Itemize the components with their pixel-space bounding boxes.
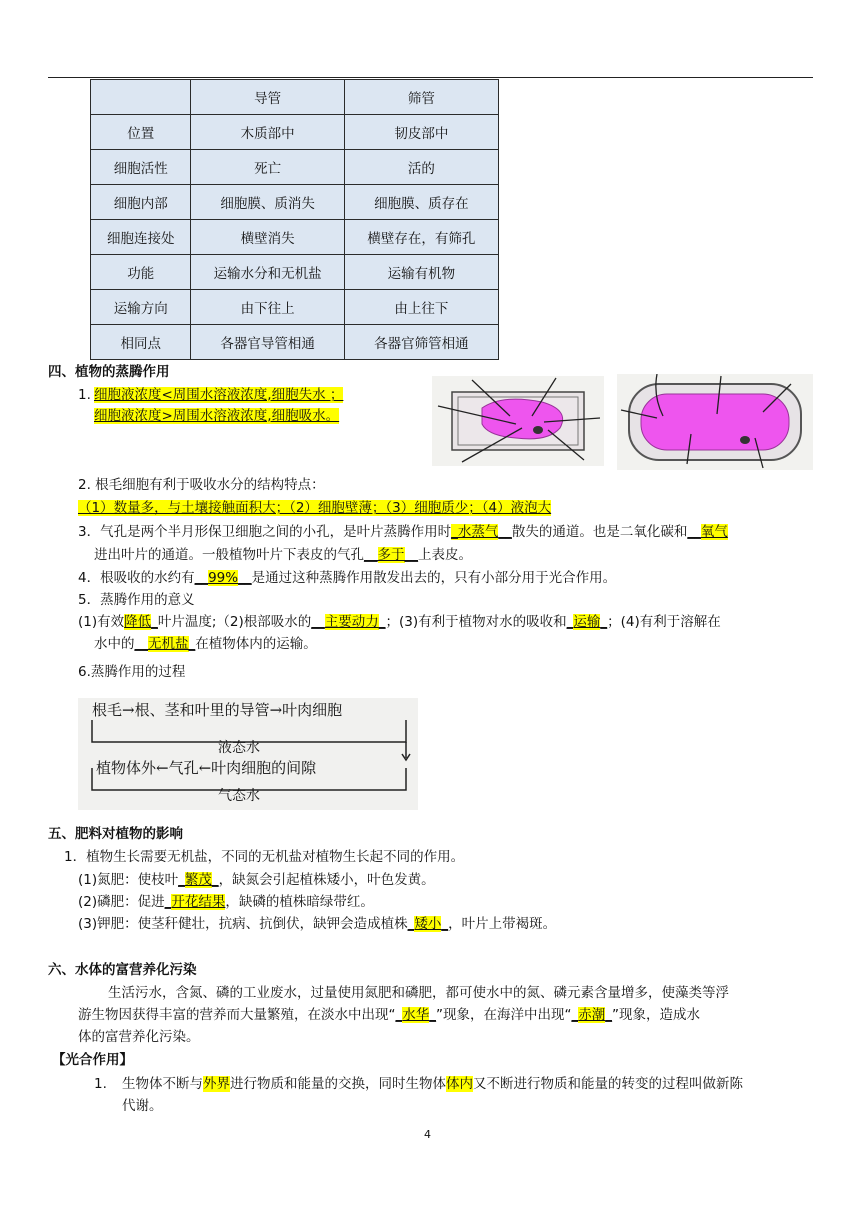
answer-highlight: （1）数量多，与土壤接触面积大；（2）细胞壁薄；（3）细胞质少；（4）液泡大 (78, 500, 552, 516)
answer-highlight: 赤潮 (578, 1007, 606, 1023)
answer-highlight: 降低 (124, 614, 152, 630)
section-5-item-1: 1．植物生长需要无机盐，不同的无机盐对植物生长起不同的作用。 (64, 849, 465, 865)
item-6-text: 6.蒸腾作用的过程 (78, 664, 186, 680)
answer-highlight: 水华 (402, 1007, 430, 1023)
table-cell: 由下往上 (191, 290, 344, 325)
nitrogen-line: (1)氮肥：使枝叶_繁茂_，缺氮会引起植株矮小，叶色发黄。 (78, 872, 435, 888)
page-number: 4 (424, 1128, 431, 1141)
answer-highlight: 细胞液浓度<周围水溶液浓度,细胞失水 ； (94, 387, 344, 403)
answer-highlight: 开花结果 (171, 894, 226, 910)
table-cell: 由上往下 (344, 290, 498, 325)
table-cell: 细胞膜、质存在 (344, 185, 498, 220)
answer-highlight: 氧气 (700, 524, 728, 540)
table-cell: 韧皮部中 (344, 115, 498, 150)
answer-highlight: 繁茂 (184, 872, 212, 888)
xylem-phloem-table (90, 79, 499, 360)
cell-losing-water-illustration (432, 376, 604, 466)
table-cell: 筛管 (344, 80, 498, 115)
table-cell: 功能 (91, 255, 191, 290)
answer-highlight: 多于 (377, 547, 405, 563)
item-1-line-2 (94, 406, 339, 426)
flow-liquid-water-label: 液态水 (218, 740, 260, 756)
table-cell: 细胞膜、质消失 (191, 185, 344, 220)
table-cell: 相同点 (91, 325, 191, 360)
table-row (91, 115, 499, 150)
answer-highlight: 体内 (446, 1076, 473, 1092)
photosynthesis-item-line-1: 生物体不断与外界进行物质和能量的交换，同时生物体体内又不断进行物质和能量的转变的过程叫做新陈 (122, 1076, 743, 1092)
flow-top-row: 根毛→根、茎和叶里的导管→叶肉细胞 (92, 701, 343, 719)
answer-highlight: _水蒸气 (451, 524, 499, 540)
table-cell: 死亡 (191, 150, 344, 185)
flow-water-vapor-label: 气态水 (218, 788, 260, 804)
item-1-number: 1. (78, 387, 91, 403)
answer-highlight: 细胞液浓度>周围水溶液浓度,细胞吸水。 (94, 408, 340, 424)
item-2-answer (78, 498, 551, 518)
table-cell: 木质部中 (191, 115, 344, 150)
item-4-text: 4．根吸收的水约有__99%__是通过这种蒸腾作用散发出去的，只有小部分用于光合作用。 (78, 570, 617, 586)
item-1-line-1 (94, 385, 343, 405)
section-6-paragraph-line-2: 游生物因获得丰富的营养而大量繁殖，在淡水中出现“_水华_”现象，在海洋中出现“_赤潮_”现象，造成水 (78, 1007, 700, 1023)
table-cell: 活的 (344, 150, 498, 185)
table-cell: 横壁存在，有筛孔 (344, 220, 498, 255)
table-row (91, 255, 499, 290)
potassium-line: (3)钾肥：使茎秆健壮，抗病、抗倒伏，缺钾会造成植株_矮小_，叶片上带褐斑。 (78, 916, 557, 932)
table-cell: 细胞内部 (91, 185, 191, 220)
item-5-line-2: 水中的__无机盐_在植物体内的运输。 (94, 636, 317, 652)
item-5-text: 5．蒸腾作用的意义 (78, 592, 195, 608)
table-cell: 运输有机物 (344, 255, 498, 290)
header-rule (48, 77, 813, 78)
phosphorus-line: (2)磷肥：促进_开花结果，缺磷的植株暗绿带红。 (78, 894, 374, 910)
answer-highlight: 运输 (573, 614, 601, 630)
table-row (91, 325, 499, 360)
table-cell: 各器官导管相通 (191, 325, 344, 360)
section-5-title: 五、肥料对植物的影响 (48, 826, 183, 842)
section-6-paragraph-line-3: 体的富营养化污染。 (78, 1029, 200, 1045)
table-cell: 细胞活性 (91, 150, 191, 185)
table-row (91, 290, 499, 325)
item-5-line-1: (1)有效降低_叶片温度;（2)根部吸水的__主要动力_；(3)有利于植物对水的吸收和_运输_；(4)有利于溶解在 (78, 614, 721, 630)
table-row (91, 185, 499, 220)
answer-highlight: 外界 (203, 1076, 230, 1092)
table-cell: 运输水分和无机盐 (191, 255, 344, 290)
table-cell: 细胞连接处 (91, 220, 191, 255)
cell-absorbing-water-illustration (617, 374, 813, 470)
answer-highlight: 99% (208, 570, 239, 586)
item-2-text: 2. 根毛细胞有利于吸收水分的结构特点： (78, 477, 325, 493)
transpiration-flow-diagram (78, 698, 418, 810)
answer-highlight: 无机盐 (148, 636, 189, 652)
table-cell: 运输方向 (91, 290, 191, 325)
table-header-row (91, 80, 499, 115)
section-6-paragraph-line-1: 生活污水，含氮、磷的工业废水，过量使用氮肥和磷肥，都可使水中的氮、磷元素含量增多，使藻类等浮 (108, 985, 729, 1001)
item-3-line-2: 进出叶片的通道。一般植物叶片下表皮的气孔__多于__上表皮。 (94, 547, 472, 563)
photosynthesis-item-number: 1. (94, 1076, 107, 1092)
answer-highlight: 矮小 (414, 916, 442, 932)
section-4-title: 四、植物的蒸腾作用 (48, 364, 170, 380)
table-row (91, 150, 499, 185)
item-3-line-1: 3．气孔是两个半月形保卫细胞之间的小孔，是叶片蒸腾作用时_水蒸气__散失的通道。也是二氧化碳和__氧气 (78, 524, 728, 540)
flow-bottom-row: 植物体外←气孔←叶肉细胞的间隙 (96, 759, 317, 777)
table-cell: 导管 (191, 80, 344, 115)
answer-highlight: 主要动力 (324, 614, 379, 630)
table-cell (91, 80, 191, 115)
section-6-title: 六、水体的富营养化污染 (48, 962, 197, 978)
table-cell: 横壁消失 (191, 220, 344, 255)
table-cell: 各器官筛管相通 (344, 325, 498, 360)
table-row (91, 220, 499, 255)
photosynthesis-item-line-2: 代谢。 (122, 1098, 163, 1114)
photosynthesis-title: 【光合作用】 (52, 1052, 133, 1068)
table-cell: 位置 (91, 115, 191, 150)
